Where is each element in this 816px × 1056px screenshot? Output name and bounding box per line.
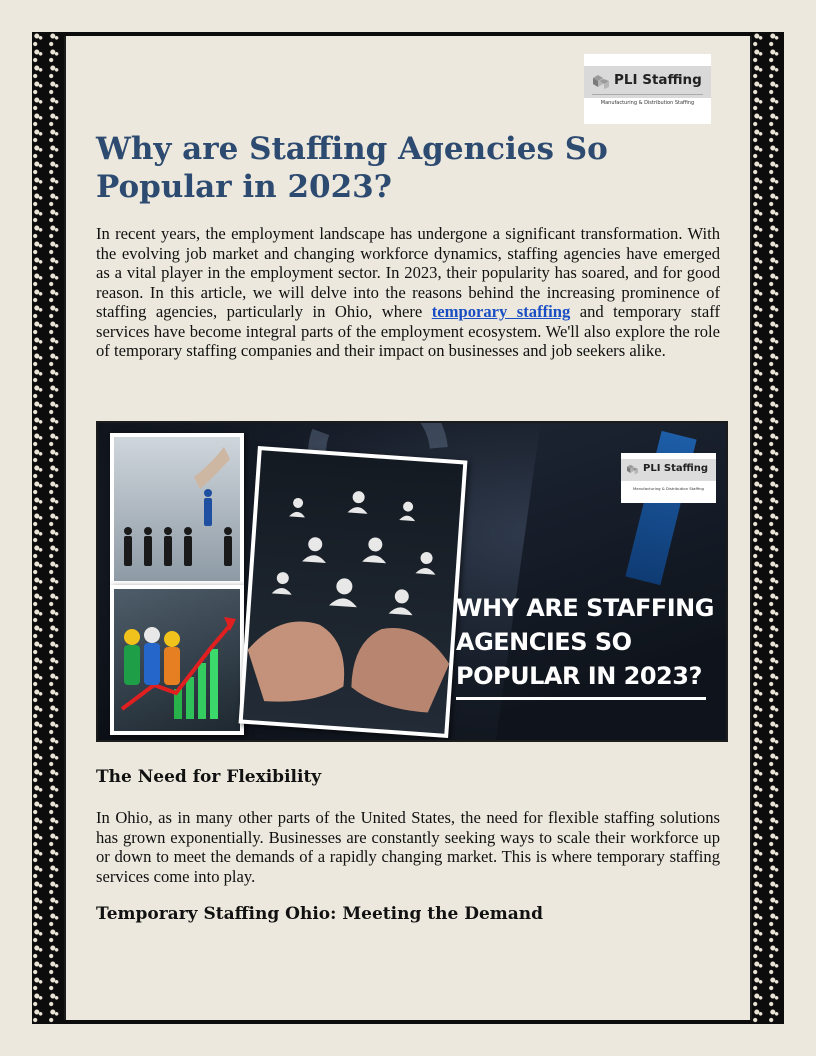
page-border-right xyxy=(752,32,784,1024)
hands-holding-people-icons-graphic xyxy=(243,450,463,733)
page-border-left xyxy=(32,32,64,1024)
hero-banner-image xyxy=(96,421,728,742)
intro-text-before-link: In recent years, the employment landscape has undergone a significant transformation. With the evolving job market and changing workforce dynamics, staffing agencies have emerged as a vital player in the employment sector. In 2023, their popularity has soared, and for good reason. In this article, we will delve into the reasons behind the increasing prominence of staffing agencies, particularly in Ohio, where xyxy=(96,224,720,321)
cubes-icon xyxy=(592,74,610,90)
logo-divider xyxy=(592,94,703,95)
company-logo xyxy=(584,54,711,124)
section-heading-temporary-staffing-ohio: Temporary Staffing Ohio: Meeting the Demand xyxy=(96,904,544,924)
hero-headline-underline xyxy=(456,697,706,700)
hero-logo xyxy=(621,453,716,503)
growth-photo xyxy=(110,585,244,735)
growth-chart-graphic xyxy=(114,589,240,731)
people-silhouettes-graphic xyxy=(114,437,240,581)
cubes-icon xyxy=(626,464,639,475)
inner-border-left xyxy=(64,36,66,1020)
page-title: Why are Staffing Agencies So Popular in 2023? xyxy=(96,131,608,205)
hero-logo-tagline: Manufacturing & Distribution Staffing xyxy=(633,486,704,491)
inner-border-right xyxy=(750,36,752,1020)
hiring-photo xyxy=(110,433,244,585)
hero-headline: WHY ARE STAFFING AGENCIES SO POPULAR IN 2023? xyxy=(456,594,714,690)
page-border-top xyxy=(32,32,784,36)
section-paragraph-flexibility: In Ohio, as in many other parts of the United States, the need for flexible staffing solutions has grown exponentially. Businesses are constantly seeking ways to scale their workforce up or down to meet the demands of a rapidly changing market. This is where temporary staffing services come into play. xyxy=(96,808,720,886)
section-heading-flexibility: The Need for Flexibility xyxy=(96,767,322,787)
hero-logo-brand: PLI Staffing xyxy=(643,463,709,474)
hands-network-photo xyxy=(239,446,468,738)
logo-brand-text: PLI Staffing xyxy=(614,72,702,88)
intro-text-after-link: and temporary staff services have become integral parts of the employment ecosystem. We'll also explore the role of temporary staffing companies and their impact on businesses and job seekers alike. xyxy=(96,302,721,360)
logo-tagline: Manufacturing & Distribution Staffing xyxy=(600,100,695,106)
temporary-staffing-link[interactable]: temporary staffing xyxy=(431,302,571,321)
intro-paragraph xyxy=(96,224,720,361)
page-border-bottom xyxy=(32,1020,784,1024)
